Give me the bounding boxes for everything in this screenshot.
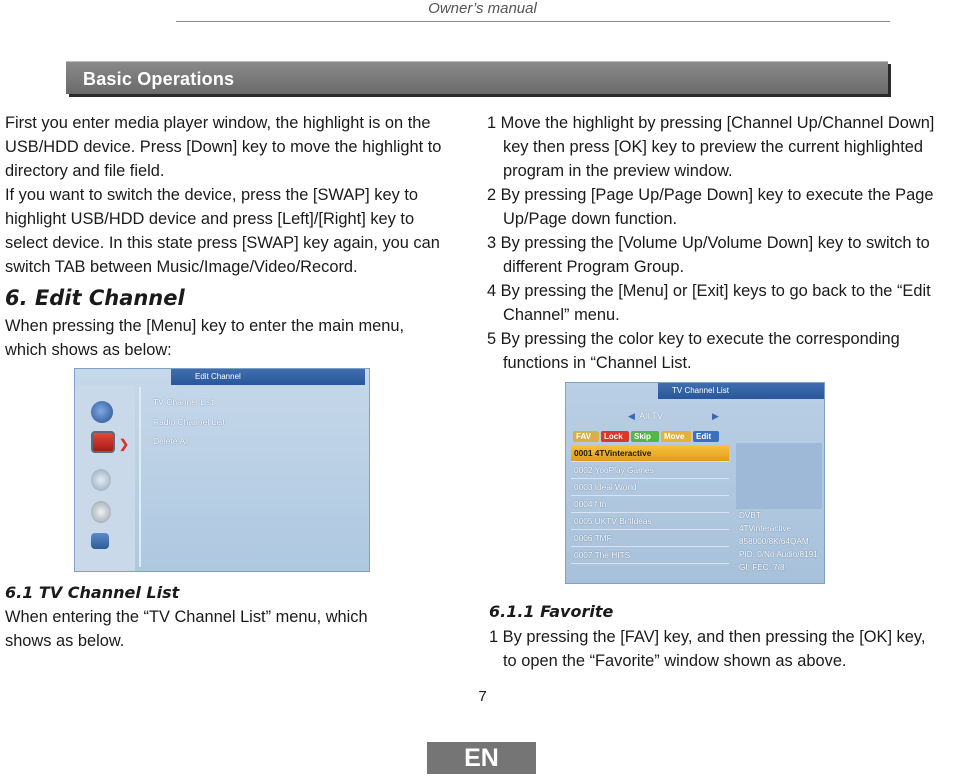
color-keys	[573, 431, 719, 442]
page-number: 7	[478, 688, 487, 705]
step-1-line-3: program in the preview window.	[503, 162, 733, 180]
tv-icon	[91, 431, 115, 453]
step-4-line-1: 4 By pressing the [Menu] or [Exit] keys to go back to the “Edit	[487, 282, 931, 300]
channel-info	[739, 509, 825, 574]
step-1	[487, 111, 960, 183]
edit-line-2: which shows as below:	[5, 341, 172, 359]
left-line-6: select device. In this state press [SWAP] key again, you can	[5, 234, 440, 252]
tv-channel-list-screenshot	[565, 382, 825, 584]
channel-row: 0003 Ideal World	[571, 479, 729, 496]
triangle-left-icon: ◀	[628, 411, 635, 421]
left-line-7: switch TAB between Music/Image/Video/Record.	[5, 258, 358, 276]
step-5	[487, 327, 960, 375]
info-line: PID: 0/No Audio/8191	[739, 550, 818, 559]
step-2-line-1: 2 By pressing [Page Up/Page Down] key to execute the Page	[487, 186, 934, 204]
step-5-line-2: functions in “Channel List.	[503, 354, 692, 372]
menu-item-tv-channel-list: TV Channel List	[153, 397, 214, 407]
media-play-icon	[91, 401, 113, 423]
tv-channel-list-heading: 6.1 TV Channel List	[5, 583, 180, 602]
info-line: DVBT	[739, 511, 761, 520]
channel-row: 0007 The HITS	[571, 547, 729, 564]
step-5-line-1: 5 By pressing the color key to execute the corresponding	[487, 330, 900, 348]
key-lock: Lock	[601, 431, 629, 442]
program-group: All TV	[639, 411, 663, 421]
info-line: GI: FEC: 7/8	[739, 563, 785, 572]
step-4	[487, 279, 960, 327]
header-title: Owner’s manual	[428, 0, 537, 17]
favorite-line-2: to open the “Favorite” window shown as above.	[503, 652, 847, 670]
triangle-right-icon: ▶	[712, 411, 719, 421]
step-3-line-1: 3 By pressing the [Volume Up/Volume Down] key to switch to	[487, 234, 930, 252]
favorite-heading: 6.1.1 Favorite	[489, 602, 614, 621]
menu-item-radio-channel-list: Radio Channel List	[153, 417, 225, 427]
language-tab: EN	[427, 742, 536, 774]
key-edit: Edit	[693, 431, 719, 442]
edit-channel-text	[5, 314, 404, 362]
step-3-line-2: different Program Group.	[503, 258, 684, 276]
satellite-icon	[91, 469, 111, 491]
preview-window	[736, 443, 822, 509]
menu-divider	[139, 387, 141, 567]
gear-icon	[91, 501, 111, 523]
step-4-line-2: Channel” menu.	[503, 306, 620, 324]
favorite-line-1: 1 By pressing the [FAV] key, and then pressing the [OK] key,	[489, 628, 926, 646]
chevron-right-icon: ❯	[119, 437, 130, 451]
step-1-line-1: 1 Move the highlight by pressing [Channel Up/Channel Down]	[487, 114, 935, 132]
tv-channel-list-tab: TV Channel List	[658, 383, 825, 399]
key-skip: Skip	[631, 431, 659, 442]
channel-list	[571, 445, 729, 564]
edit-channel-tab: Edit Channel	[171, 369, 365, 385]
step-2	[487, 183, 960, 231]
left-column-text	[5, 111, 475, 279]
header-rule	[176, 21, 890, 22]
left-line-2: USB/HDD device. Press [Down] key to move the highlight to	[5, 138, 442, 156]
info-line: 858000/8K/64QAM	[739, 537, 809, 546]
channel-row: 0002 YooPlay Games	[571, 462, 729, 479]
channel-row: 0006 TMF	[571, 530, 729, 547]
edit-line-1: When pressing the [Menu] key to enter the main menu,	[5, 317, 405, 335]
tv-channel-list-text	[5, 605, 368, 653]
info-line: 4TVinteractive	[739, 524, 792, 533]
section-banner-title: Basic Operations	[83, 69, 235, 89]
left-line-4: If you want to switch the device, press the [SWAP] key to	[5, 186, 418, 204]
left-line-3: directory and file field.	[5, 162, 165, 180]
tvlist-line-1: When entering the “TV Channel List” menu, which	[5, 608, 368, 626]
channel-row: 0001 4TVinteractive	[571, 445, 729, 462]
section-banner	[66, 61, 888, 94]
channel-row: 0004 f tn	[571, 496, 729, 513]
right-column-text	[487, 111, 960, 375]
menu-item-delete-all: Delete All	[153, 436, 189, 446]
favorite-text	[489, 625, 925, 673]
key-move: Move	[661, 431, 691, 442]
step-2-line-2: Up/Page down function.	[503, 210, 678, 228]
edit-channel-screenshot	[74, 368, 370, 572]
toolbox-icon	[91, 533, 109, 549]
left-line-1: First you enter media player window, the highlight is on the	[5, 114, 431, 132]
key-fav: FAV	[573, 431, 599, 442]
step-1-line-2: key then press [OK] key to preview the current highlighted	[503, 138, 924, 156]
edit-channel-heading: 6. Edit Channel	[5, 286, 185, 310]
left-line-5: highlight USB/HDD device and press [Left]/[Right] key to	[5, 210, 415, 228]
channel-row: 0005 UKTV Br'tIdeas	[571, 513, 729, 530]
tvlist-line-2: shows as below.	[5, 632, 125, 650]
step-3	[487, 231, 960, 279]
